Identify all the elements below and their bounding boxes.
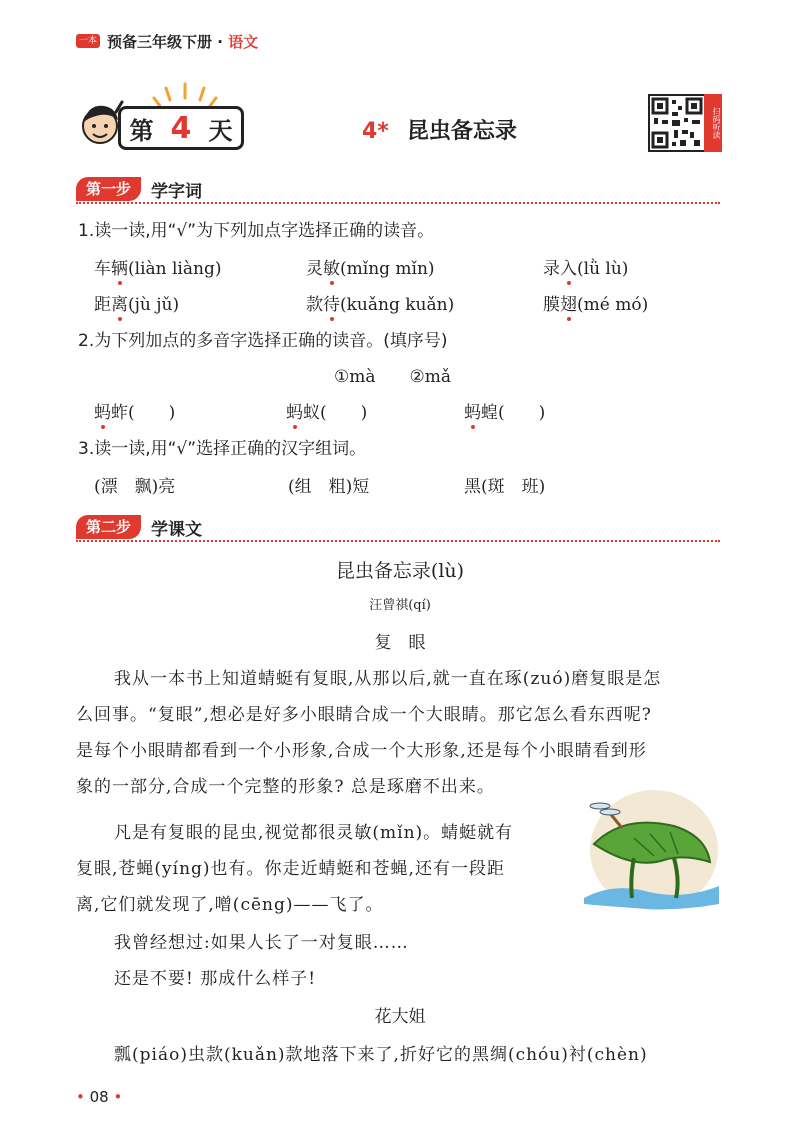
q3-item: (漂 飘)亮 (94, 477, 176, 497)
step-one-pill: 第一步 (76, 177, 141, 201)
step-one-name: 学字词 (151, 181, 203, 202)
lesson-number: 4* (362, 119, 389, 144)
text-author: 汪曾祺(qí) (369, 598, 431, 613)
paragraph-line: 凡是有复眼的昆虫,视觉都很灵敏(mǐn)。蜻蜓就有 (114, 823, 514, 843)
lotus-leaf-dragonfly-illustration (574, 786, 724, 914)
q3-item: (组 粗)短 (288, 477, 370, 497)
step-two-name: 学课文 (151, 519, 203, 540)
paragraph-line: 瓢(piáo)虫款(kuǎn)款地落下来了,折好它的黑绸(chóu)衬(chèn) (114, 1045, 648, 1065)
q1-item: 车辆(liàn liàng) (94, 259, 222, 279)
q1-item: 录入(lǜ lù) (543, 259, 629, 279)
brand-badge: 一本 (76, 34, 100, 48)
book-name: 预备三年级下册 (107, 33, 213, 51)
step-two-pill: 第二步 (76, 515, 141, 539)
paragraph-line: 还是不要! 那成什么样子! (114, 969, 317, 989)
section-title-compound-eye: 复 眼 (374, 633, 426, 653)
paragraph-line: 复眼,苍蝇(yíng)也有。你走近蜻蜓和苍蝇,还有一段距 (76, 859, 505, 879)
page-number: • 08 • (76, 1088, 123, 1106)
step-one-header (76, 176, 202, 202)
q1-item: 款待(kuǎng kuǎn) (306, 295, 455, 315)
question-three: 3.读一读,用“√”选择正确的汉字组词。 (78, 439, 367, 459)
paragraph-line: 么回事。“复眼”,想必是好多小眼睛合成一个大眼睛。那它怎么看东西呢? (76, 705, 652, 725)
lesson-name: 昆虫备忘录 (406, 119, 517, 144)
q1-item: 膜翅(mé mó) (543, 295, 649, 315)
paragraph-line: 是每个小眼睛都看到一个小形象,合成一个大形象,还是每个小眼睛看到形 (76, 741, 647, 761)
paragraph-line: 象的一部分,合成一个完整的形象? 总是琢磨不出来。 (76, 777, 495, 797)
q1-item: 距离(jù jǔ) (94, 295, 180, 315)
question-one: 1.读一读,用“√”为下列加点字选择正确的读音。 (78, 221, 435, 241)
step-two-divider (76, 540, 720, 542)
lesson-title (362, 114, 517, 145)
header-separator: · (212, 33, 229, 51)
paragraph-line: 我曾经想过:如果人长了一对复眼…… (114, 933, 409, 953)
q3-item: 黑(斑 班) (464, 477, 546, 497)
paragraph-line: 离,它们就发现了,噌(cēng)——飞了。 (76, 895, 384, 915)
text-title: 昆虫备忘录(lù) (335, 560, 465, 582)
qr-code-icon[interactable] (648, 94, 706, 152)
day-number: 4 (170, 110, 192, 146)
q2-item: 蚂蚱( ) (94, 403, 176, 423)
paragraph-line: 我从一本书上知道蜻蜓有复眼,从那以后,就一直在琢(zuó)磨复眼是怎 (114, 669, 662, 689)
q2-options: ①mà ②mǎ (334, 367, 451, 387)
step-one-divider (76, 202, 720, 204)
day-prefix: 第 (129, 116, 154, 145)
step-two-header (76, 514, 202, 540)
question-two: 2.为下列加点的多音字选择正确的读音。(填序号) (78, 331, 448, 351)
running-header (107, 31, 258, 52)
q2-item: 蚂蚁( ) (286, 403, 368, 423)
qr-listen-tag: 扫码听读 (704, 94, 722, 152)
day-banner (118, 106, 244, 150)
q1-item: 灵敏(mǐng mǐn) (306, 259, 435, 279)
day-suffix: 天 (208, 116, 233, 145)
subject-name: 语文 (228, 33, 259, 51)
q2-item: 蚂蝗( ) (464, 403, 546, 423)
section-title-ladybug: 花大姐 (374, 1007, 426, 1027)
